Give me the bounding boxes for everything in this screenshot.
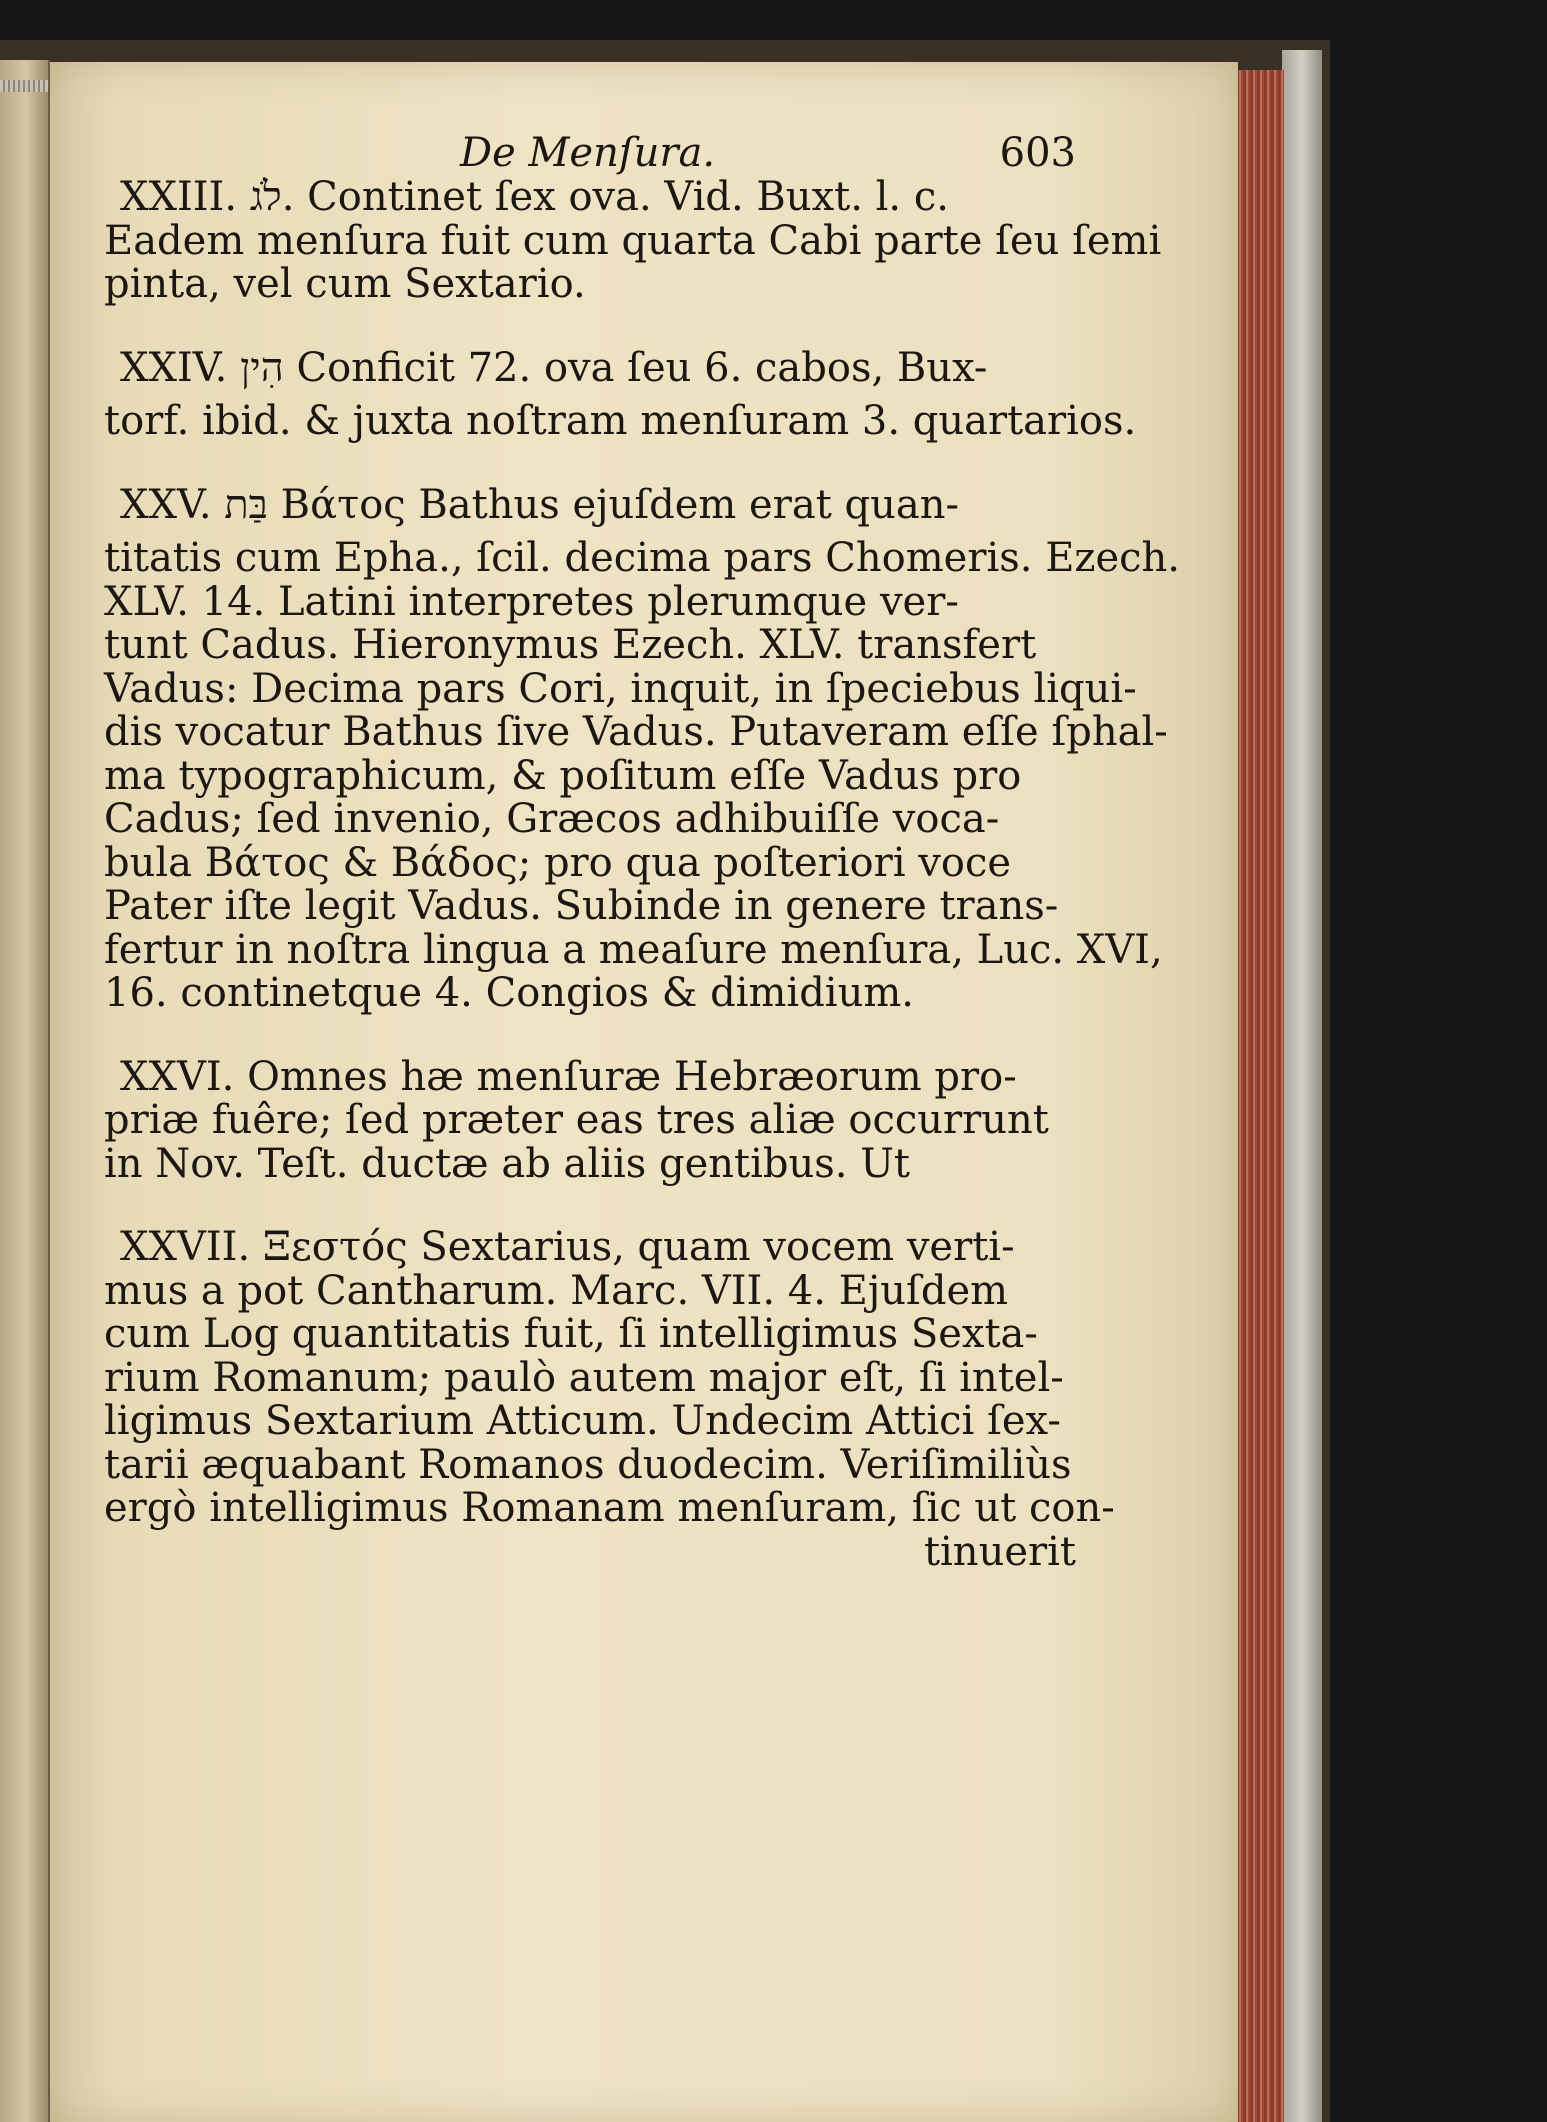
book-cover-edge bbox=[1282, 50, 1322, 2122]
paragraph-xxvi bbox=[104, 1053, 1084, 1187]
left-page-edge bbox=[0, 60, 50, 2122]
text-line: bula Βάτος & Βάδος; pro qua poſteriori voce bbox=[104, 839, 1012, 886]
page-number: 603 bbox=[999, 130, 1076, 176]
text-line: cum Log quantitatis fuit, ſi intelligimus Sexta- bbox=[104, 1311, 1038, 1357]
text-line: XXVI. Omnes hæ menſuræ Hebræorum pro- bbox=[120, 1053, 1017, 1100]
text-line: mus a pot Cantharum. Marc. VII. 4. Ejuſdem bbox=[104, 1267, 1009, 1314]
text-line: XXVII. Ξεστός Sextarius, quam vocem verti- bbox=[120, 1224, 1015, 1270]
text-line: tarii æquabant Romanos duodecim. Veriſimiliùs bbox=[104, 1441, 1072, 1488]
catchword: tinuerit bbox=[923, 1528, 1076, 1575]
text-line: Cadus; ſed invenio, Græcos adhibuiſſe voca- bbox=[104, 796, 1000, 842]
running-head bbox=[104, 110, 1084, 176]
text-line: XXV. בַּת Βάτος Bathus ejuſdem erat quan- bbox=[120, 481, 959, 528]
text-line: XXIII. לֹג. Continet ſex ova. Vid. Buxt. l. c. bbox=[120, 174, 949, 220]
text-line: ligimus Sextarium Atticum. Undecim Attici ſex- bbox=[104, 1398, 1061, 1444]
text-line: dis vocatur Bathus ſive Vadus. Putaveram eſſe ſphal- bbox=[104, 709, 1168, 755]
text-line: Vadus: Decima pars Cori, inquit, in ſpeciebus liqui- bbox=[104, 665, 1137, 712]
binding-thread bbox=[0, 80, 48, 92]
text-line: tunt Cadus. Hieronymus Ezech. XLV. transfert bbox=[104, 622, 1037, 668]
text-line: pinta, vel cum Sextario. bbox=[104, 261, 586, 307]
text-line: Eadem menſura fuit cum quarta Cabi parte ſeu ſemi bbox=[104, 217, 1162, 264]
text-line: titatis cum Epha., ſcil. decima pars Chomeris. Ezech. bbox=[104, 535, 1181, 581]
paragraph-xxv bbox=[104, 481, 1181, 1016]
paragraph-xxvii bbox=[104, 1224, 1115, 1531]
paragraph-xxiv bbox=[104, 344, 1137, 444]
text-line: torf. ibid. & juxta noſtram menſuram 3. quartarios. bbox=[104, 398, 1137, 444]
page-text bbox=[104, 110, 1181, 1575]
running-title: De Menſura. bbox=[460, 130, 716, 176]
text-line: fertur in noſtra lingua a meaſure menſura, Luc. XVI, bbox=[104, 926, 1163, 973]
text-line: XLV. 14. Latini interpretes plerumque ver- bbox=[104, 578, 959, 625]
text-line: XXIV. הִין Conficit 72. ova ſeu 6. cabos, Bux- bbox=[120, 344, 988, 391]
text-line: 16. continetque 4. Congios & dimidium. bbox=[104, 970, 914, 1016]
text-line: ma typographicum, & poſitum eſſe Vadus pro bbox=[104, 752, 1022, 799]
text-line: rium Romanum; paulò autem major eſt, ſi intel- bbox=[104, 1354, 1064, 1401]
text-line: Pater iſte legit Vadus. Subinde in genere trans- bbox=[104, 883, 1059, 929]
text-line: ergò intelligimus Romanam menſuram, ſic ut con- bbox=[104, 1485, 1115, 1531]
text-line: in Nov. Teſt. ductæ ab aliis gentibus. Ut bbox=[104, 1140, 910, 1187]
paragraph-xxiii bbox=[104, 174, 1162, 307]
text-line: priæ fuêre; ſed præter eas tres aliæ occurrunt bbox=[104, 1097, 1049, 1143]
